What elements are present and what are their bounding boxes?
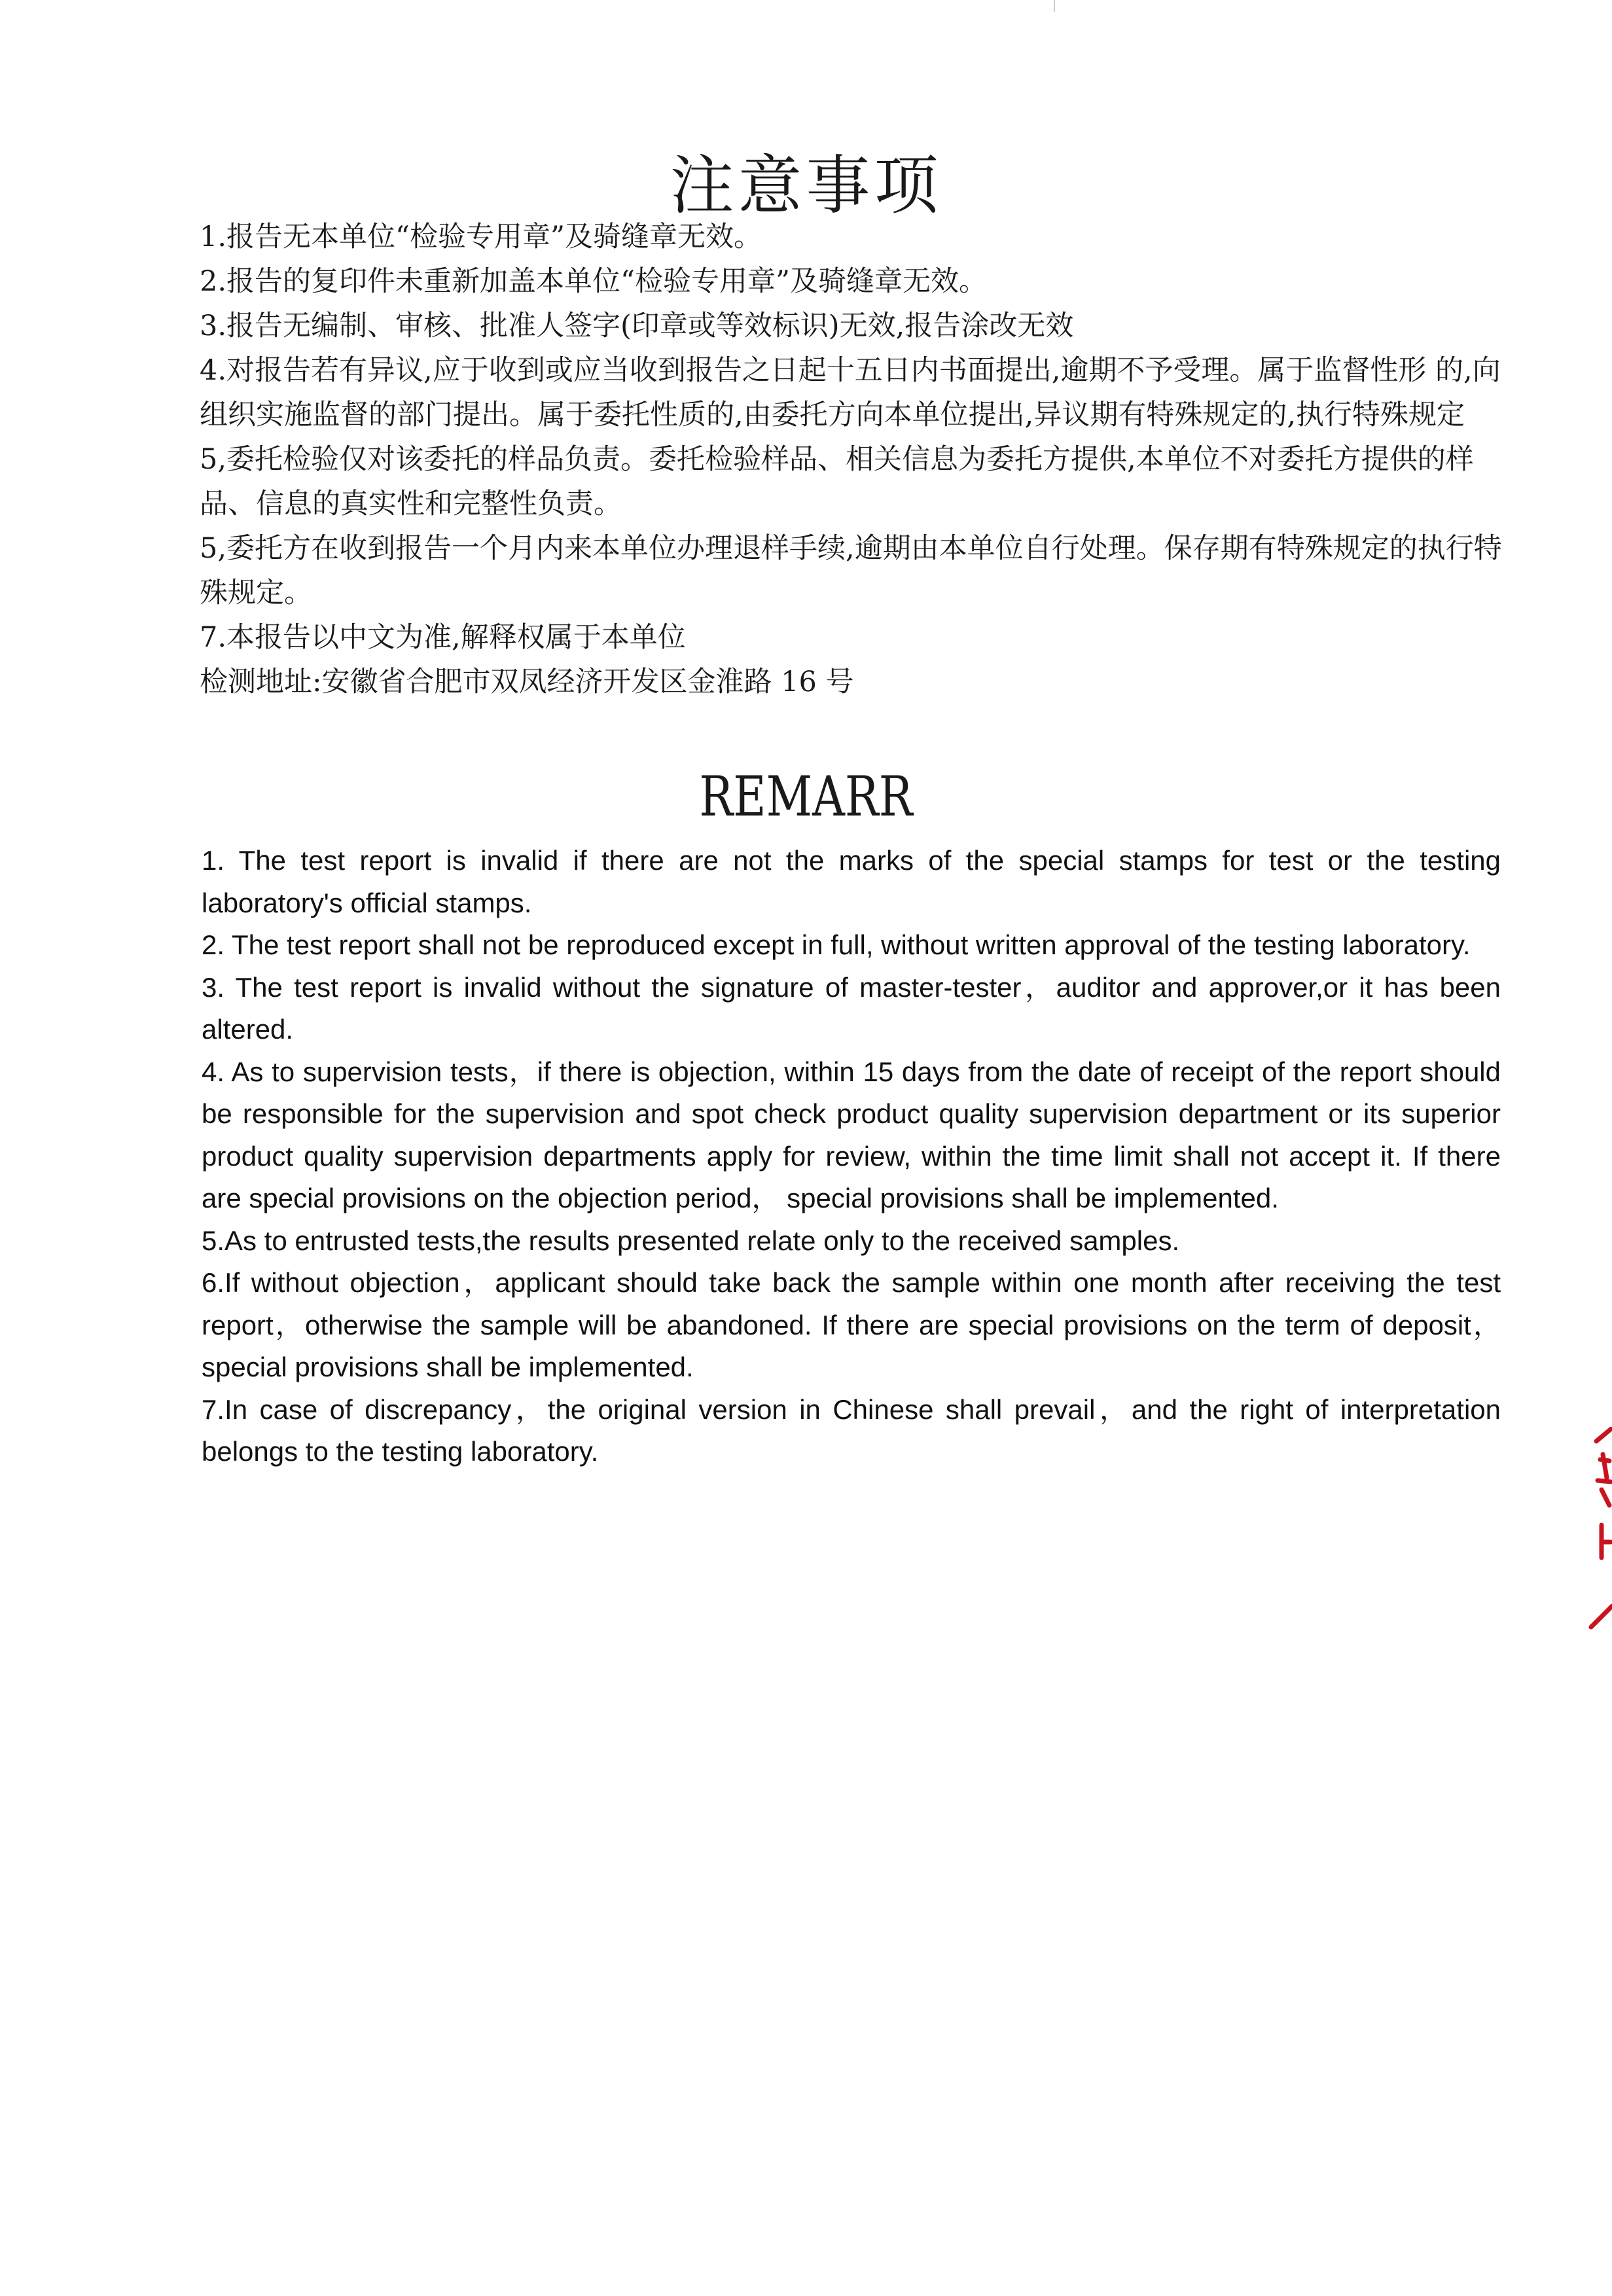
cn-notice-item-2: 2.报告的复印件未重新加盖本单位“检验专用章”及骑缝章无效。 xyxy=(200,265,987,298)
cn-notice-item-5: 5,委托检验仅对该委托的样品负责。委托检验样品、相关信息为委托方提供,本单位不对委托方提供的样品、信息的真实性和完整性负责。 xyxy=(200,443,1474,520)
en-remark-item-2: 2. The test report shall not be reproduced except in full, without written approval of the testing laboratory. xyxy=(202,929,1471,960)
cn-notice-item-1: 1.报告无本单位“检验专用章”及骑缝章无效。 xyxy=(200,221,762,253)
en-remark-item-6: 6.If without objection，applicant should take back the sample within one month after receiving the test report，otherwise the sample will be abandoned. If there are special provisions on the term of deposit，special provisions shall be implemented. xyxy=(202,1267,1501,1382)
cn-notice-title: 注意事项 xyxy=(670,149,942,223)
en-remark-title: REMARR xyxy=(699,764,913,829)
cn-notice-item-3: 3.报告无编制、审核、批准人签字(印章或等效标识)无效,报告涂改无效 xyxy=(200,310,1074,342)
en-remark-item-7: 7.In case of discrepancy，the original version in Chinese shall prevail，and the right of interpretation belongs to the testing laboratory. xyxy=(202,1393,1501,1467)
cn-test-address: 检测地址:安徽省合肥市双凤经济开发区金淮路 16 号 xyxy=(200,666,854,698)
cn-notice-list xyxy=(200,215,1528,704)
en-remark-list xyxy=(202,840,1501,1473)
cn-notice-item-7: 7.本报告以中文为准,解释权属于本单位 xyxy=(200,621,686,654)
en-remark-item-1: 1. The test report is invalid if there are not the marks of the special stamps for test or the testing laboratory's official stamps. xyxy=(202,845,1501,918)
cn-notice-item-4: 4.对报告若有异议,应于收到或应当收到报告之日起十五日内书面提出,逾期不予受理。属于监督性形 的,向组织实施监督的部门提出。属于委托性质的,由委托方向本单位提出,异议期有特殊规定的,执行特殊规定 xyxy=(200,354,1501,431)
en-remark-item-4: 4. As to supervision tests，if there is objection, within 15 days from the date of receipt of the report should be responsible for the supervision and spot check product quality supervision department or its superior product quality supervision departments apply for review, within the time limit shall not accept it. If there are special provisions on the objection period， special provisions shall be implemented. xyxy=(202,1056,1501,1213)
seal-edge-fragment xyxy=(1587,1427,1612,1630)
cn-notice-item-6: 5,委托方在收到报告一个月内来本单位办理退样手续,逾期由本单位自行处理。保存期有特殊规定的执行特殊规定。 xyxy=(200,532,1502,609)
en-remark-item-3: 3. The test report is invalid without the signature of master-tester，auditor and approver,or it has been altered. xyxy=(202,971,1501,1045)
scan-mark xyxy=(1054,0,1055,12)
en-remark-item-5: 5.As to entrusted tests,the results presented relate only to the received samples. xyxy=(202,1225,1180,1256)
